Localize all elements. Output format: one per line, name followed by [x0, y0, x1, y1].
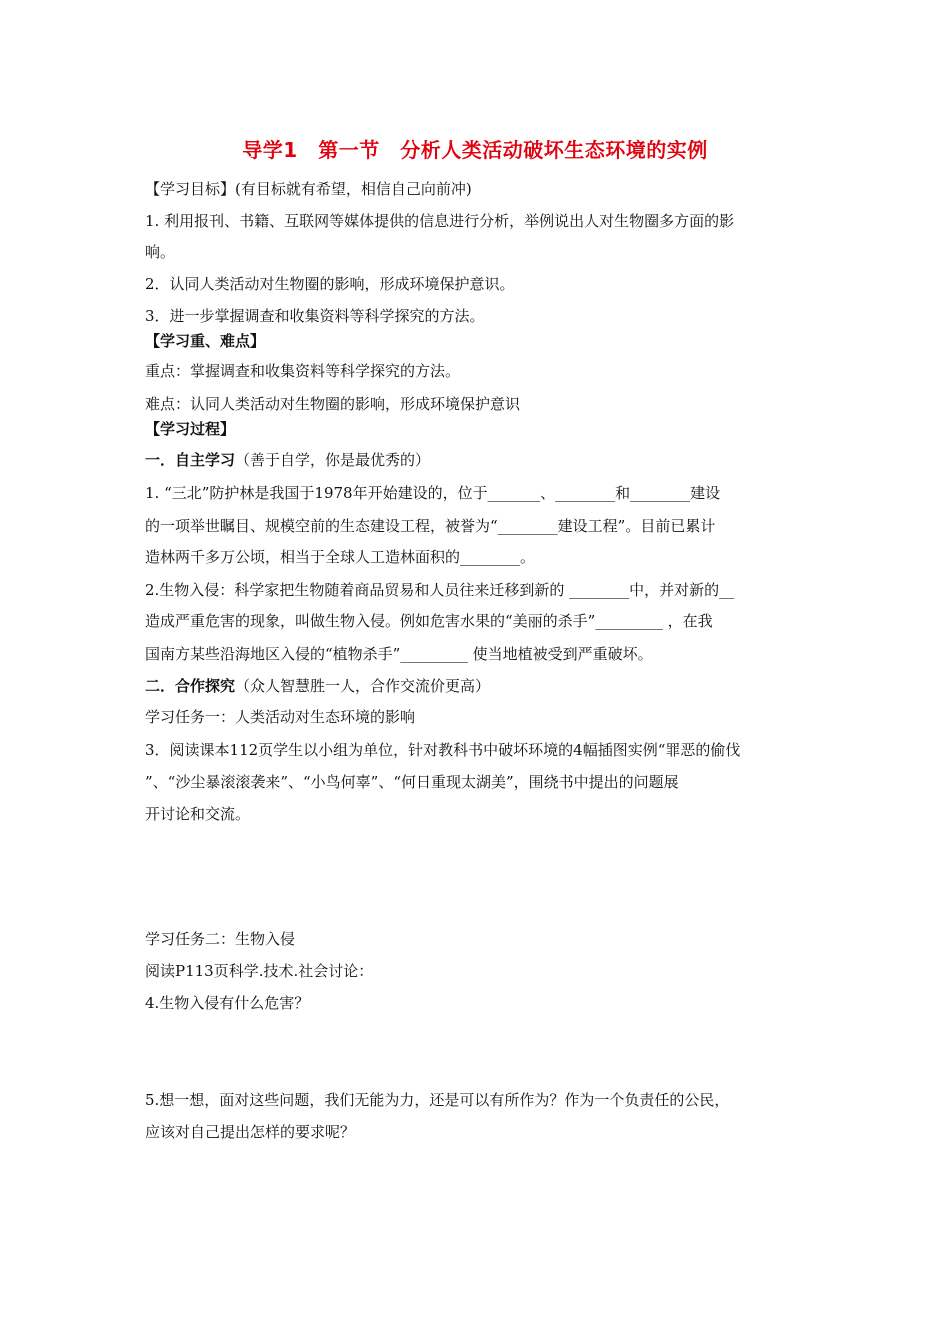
key-point: 重点：掌握调查和收集资料等科学探究的方法。: [145, 362, 461, 380]
page-title: 导学1 第一节 分析人类活动破坏生态环境的实例: [242, 138, 708, 162]
task-2: 学习任务二：生物入侵: [145, 930, 296, 948]
objective-1-line-2: 响。: [145, 243, 176, 261]
key-points-heading: 【学习重、难点】: [145, 332, 266, 350]
process-heading: 【学习过程】: [145, 420, 236, 438]
question-1-line-2: 的一项举世瞩目、规模空前的生态建设工程，被誉为“________建设工程”。目前已累计: [145, 517, 716, 535]
question-3-line-1: 3．阅读课本112页学生以小组为单位，针对教科书中破坏环境的4幅插图实例“罪恶的偷伐: [145, 741, 741, 759]
question-1-line-1: 1. “三北”防护林是我国于1978年开始建设的，位于_______、________和________建设: [145, 484, 721, 502]
question-1-line-3: 造林两千多万公顷，相当于全球人工造林面积的________。: [145, 548, 536, 566]
self-study-section: [145, 449, 805, 471]
objective-1-line-1: 1. 利用报刊、书籍、互联网等媒体提供的信息进行分析，举例说出人对生物圈多方面的影: [145, 212, 735, 230]
cooperation-heading: 二．合作探究: [145, 677, 236, 695]
question-2-line-3: 国南方某些沿海地区入侵的“植物杀手”_________ 使当地植被受到严重破坏。: [145, 645, 653, 663]
self-study-heading: 一．自主学习: [145, 451, 236, 469]
question-2-line-1: 2.生物入侵：科学家把生物随着商品贸易和人员往来迁移到新的 ________中，并对新的__: [145, 581, 735, 599]
self-study-note: （善于自学，你是最优秀的）: [235, 451, 431, 469]
reading-instruction: 阅读P113页科学.技术.社会讨论：: [145, 962, 374, 980]
question-5-line-1: 5.想一想，面对这些问题，我们无能为力，还是可以有所作为？作为一个负责任的公民，: [145, 1091, 730, 1109]
question-5-line-2: 应该对自己提出怎样的要求呢？: [145, 1123, 356, 1141]
question-3-line-2: ”、“沙尘暴滚滚袭来”、“小鸟何辜”、“何日重现太湖美”，围绕书中提出的问题展: [145, 773, 679, 791]
question-3-line-3: 开讨论和交流。: [145, 805, 251, 823]
question-4: 4.生物入侵有什么危害？: [145, 994, 310, 1012]
task-1: 学习任务一：人类活动对生态环境的影响: [145, 708, 416, 726]
objectives-heading: 【学习目标】(有目标就有希望，相信自己向前冲): [145, 180, 472, 198]
cooperation-section: [145, 675, 805, 697]
cooperation-note: （众人智慧胜一人，合作交流价更高）: [235, 677, 491, 695]
objective-2: 2．认同人类活动对生物圈的影响，形成环境保护意识。: [145, 275, 515, 293]
objective-3: 3．进一步掌握调查和收集资料等科学探究的方法。: [145, 307, 485, 325]
difficult-point: 难点：认同人类活动对生物圈的影响，形成环境保护意识: [145, 395, 521, 413]
question-2-line-2: 造成严重危害的现象，叫做生物入侵。例如危害水果的“美丽的杀手”_________ ，在我: [145, 612, 713, 630]
